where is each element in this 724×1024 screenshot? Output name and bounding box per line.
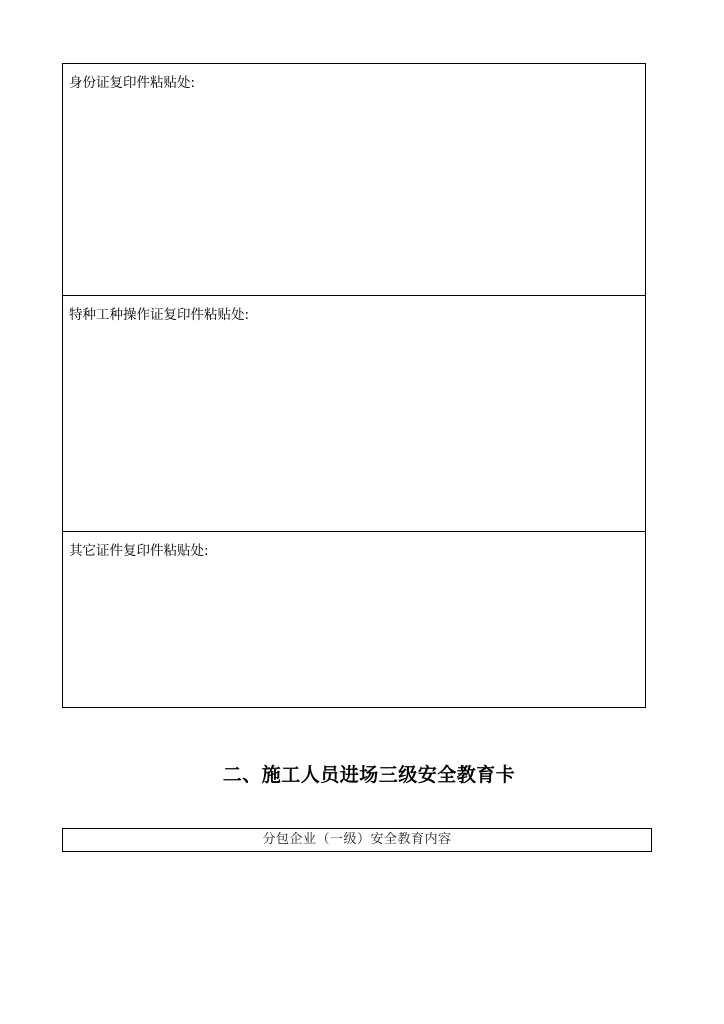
safety-education-content-header: 分包企业（一级）安全教育内容 <box>62 828 652 852</box>
special-operation-certificate-paste-area <box>63 296 645 532</box>
document-paste-table <box>62 63 646 708</box>
other-certificate-label: 其它证件复印件粘贴处: <box>69 543 209 559</box>
id-card-copy-paste-area <box>63 64 645 296</box>
special-operation-certificate-label: 特种工种操作证复印件粘贴处: <box>69 307 250 323</box>
other-certificate-paste-area <box>63 532 645 707</box>
section-title: 二、施工人员进场三级安全教育卡 <box>222 764 516 786</box>
id-card-copy-label: 身份证复印件粘贴处: <box>69 75 196 91</box>
